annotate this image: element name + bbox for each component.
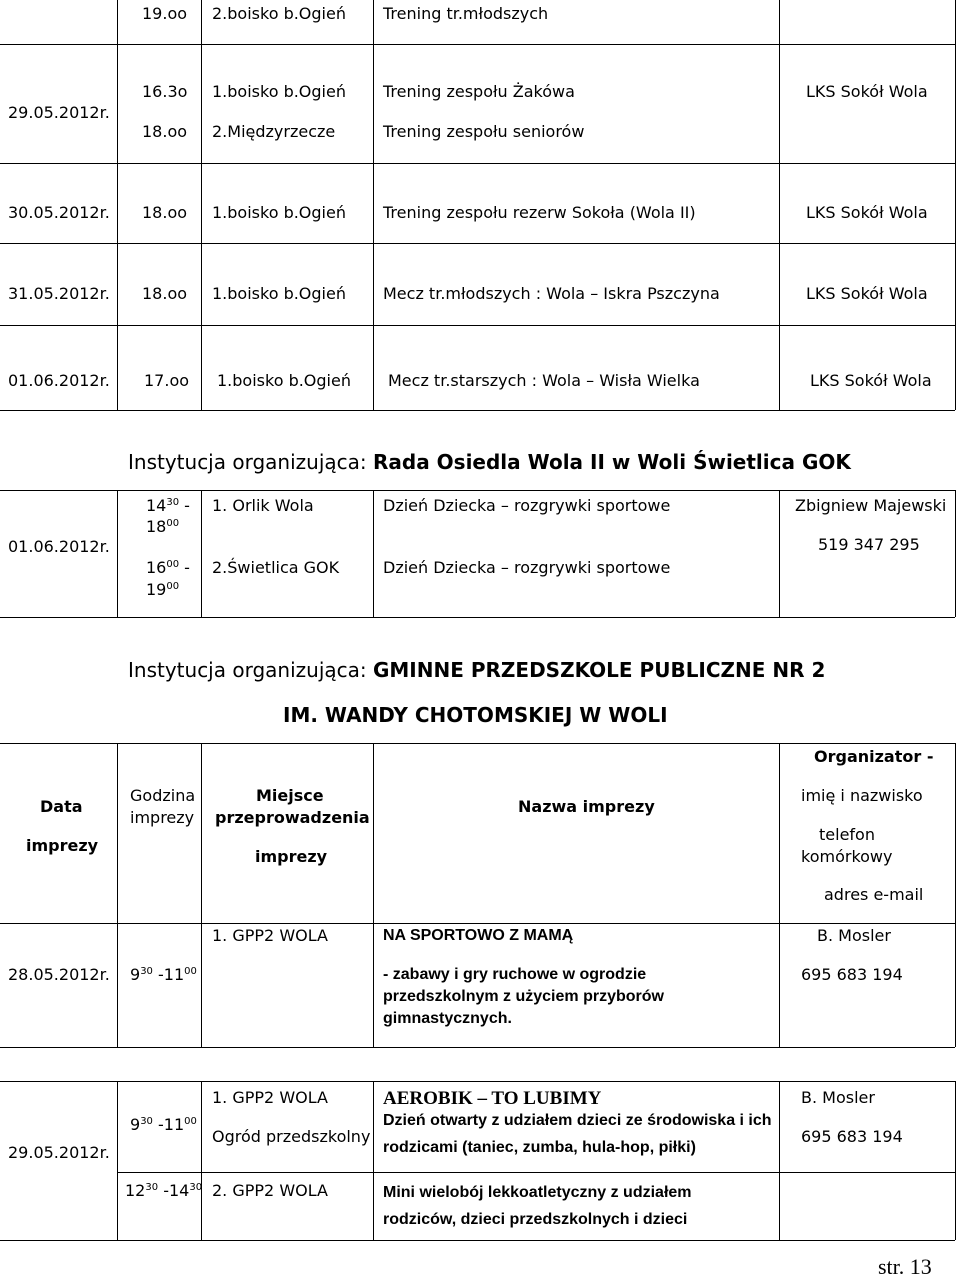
event-cell: Dzień Dziecka – rozgrywki sportowe xyxy=(383,558,671,577)
rule xyxy=(779,490,780,617)
header-organizer: komórkowy xyxy=(801,847,893,866)
section-heading xyxy=(128,660,825,680)
header-date: Data xyxy=(40,797,83,816)
rule xyxy=(0,743,955,744)
event-cell: Trening zespołu seniorów xyxy=(383,122,585,141)
header-place: Miejsce xyxy=(256,786,324,805)
header-organizer: adres e-mail xyxy=(824,885,924,904)
rule xyxy=(0,490,955,491)
rule xyxy=(0,617,955,618)
place-cell: 2.Świetlica GOK xyxy=(212,558,340,577)
time-cell: $19^{00}$ xyxy=(146,580,180,599)
rule xyxy=(117,743,118,1047)
rule xyxy=(373,1081,374,1240)
rule xyxy=(201,0,202,410)
rule xyxy=(0,1240,955,1241)
header-place: imprezy xyxy=(255,847,328,866)
rule xyxy=(779,1081,780,1240)
rule xyxy=(117,1081,118,1240)
event-desc: - zabawy i gry ruchowe w ogrodzie xyxy=(383,966,647,983)
event-desc: Mini wielobój lekkoatletyczny z udziałem xyxy=(383,1184,692,1201)
rule xyxy=(955,490,956,617)
rule xyxy=(0,923,955,924)
organizer-cell: LKS Sokół Wola xyxy=(810,371,932,390)
event-desc: rodziców, dzieci przedszkolnych i dzieci xyxy=(383,1211,688,1228)
heading-name: Rada Osiedla Wola II w Woli Świetlica GOK xyxy=(372,450,851,474)
header-organizer: telefon xyxy=(819,825,875,844)
event-title: NA SPORTOWO Z MAMĄ xyxy=(383,927,574,944)
event-cell: Dzień Dziecka – rozgrywki sportowe xyxy=(383,496,671,515)
date-cell: 28.05.2012r. xyxy=(8,965,110,984)
event-cell: Mecz tr.młodszych : Wola – Iskra Pszczyna xyxy=(383,284,720,303)
time-cell: 18.oo xyxy=(142,203,188,222)
place-cell: 2.boisko b.Ogień xyxy=(212,4,346,23)
time-cell: $14^{30}$ - xyxy=(146,496,190,515)
event-desc: Dzień otwarty z udziałem dzieci ze środowiska i ich xyxy=(383,1112,772,1129)
rule xyxy=(779,0,780,410)
event-desc: gimnastycznych. xyxy=(383,1010,512,1027)
place-cell: 1. GPP2 WOLA xyxy=(212,1088,328,1107)
time-cell: 17.oo xyxy=(144,371,190,390)
section-heading xyxy=(128,452,851,472)
place-cell: 1.boisko b.Ogień xyxy=(217,371,351,390)
rule xyxy=(0,1047,955,1048)
event-cell: Mecz tr.starszych : Wola – Wisła Wielka xyxy=(388,371,700,390)
date-cell: 29.05.2012r. xyxy=(8,1143,110,1162)
event-cell: Trening zespołu Żakówa xyxy=(383,82,575,101)
header-name: Nazwa imprezy xyxy=(518,797,655,816)
rule xyxy=(0,44,955,45)
rule xyxy=(117,0,118,410)
rule xyxy=(0,325,955,326)
rule xyxy=(955,1081,956,1240)
time-cell: $12^{30}$ $-14^{30}$ xyxy=(125,1181,203,1200)
header-organizer: imię i nazwisko xyxy=(801,786,923,805)
rule xyxy=(779,743,780,1047)
rule xyxy=(0,163,955,164)
rule xyxy=(201,743,202,1047)
organizer-phone: 695 683 194 xyxy=(801,965,903,984)
date-cell: 30.05.2012r. xyxy=(8,203,110,222)
time-cell: $9^{30}$ $-11^{00}$ xyxy=(130,965,197,984)
rule xyxy=(955,0,956,410)
header-time: imprezy xyxy=(130,808,195,827)
rule xyxy=(373,0,374,410)
organizer-name: B. Mosler xyxy=(801,1088,875,1107)
header-place: przeprowadzenia xyxy=(215,808,370,827)
rule xyxy=(955,743,956,1047)
rule xyxy=(117,490,118,617)
place-cell: Ogród przedszkolny xyxy=(212,1127,371,1146)
place-cell: 1.boisko b.Ogień xyxy=(212,203,346,222)
time-cell: 19.oo xyxy=(142,4,188,23)
organizer-phone: 519 347 295 xyxy=(818,535,920,554)
time-cell: 18.oo xyxy=(142,284,188,303)
heading-name: GMINNE PRZEDSZKOLE PUBLICZNE NR 2 xyxy=(372,658,826,682)
time-cell: $9^{30}$ $-11^{00}$ xyxy=(130,1115,197,1134)
heading-name-cont: IM. WANDY CHOTOMSKIEJ W WOLI xyxy=(283,703,668,727)
organizer-name: Zbigniew Majewski xyxy=(795,496,947,515)
time-cell: 18.oo xyxy=(142,122,188,141)
rule xyxy=(0,410,955,411)
place-cell: 1. GPP2 WOLA xyxy=(212,926,328,945)
rule xyxy=(117,1172,955,1173)
rule xyxy=(201,490,202,617)
place-cell: 1.boisko b.Ogień xyxy=(212,82,346,101)
page-number: str. 13 xyxy=(878,1254,932,1279)
organizer-phone: 695 683 194 xyxy=(801,1127,903,1146)
rule xyxy=(373,743,374,1047)
date-cell: 29.05.2012r. xyxy=(8,103,110,122)
date-cell: 01.06.2012r. xyxy=(8,371,110,390)
header-organizer: Organizator - xyxy=(814,747,934,766)
place-cell: 1. Orlik Wola xyxy=(212,496,314,515)
time-cell: $18^{00}$ xyxy=(146,517,180,536)
header-time: Godzina xyxy=(130,786,196,805)
organizer-cell: LKS Sokół Wola xyxy=(806,82,928,101)
heading-prefix: Instytucja organizująca: xyxy=(128,658,373,682)
rule xyxy=(0,243,955,244)
place-cell: 2. GPP2 WOLA xyxy=(212,1181,328,1200)
organizer-cell: LKS Sokół Wola xyxy=(806,284,928,303)
date-cell: 31.05.2012r. xyxy=(8,284,110,303)
event-desc: przedszkolnym z użyciem przyborów xyxy=(383,988,664,1005)
place-cell: 1.boisko b.Ogień xyxy=(212,284,346,303)
place-cell: 2.Międzyrzecze xyxy=(212,122,336,141)
event-cell: Trening zespołu rezerw Sokoła (Wola II) xyxy=(383,203,696,222)
event-desc: rodzicami (taniec, zumba, hula-hop, piłki) xyxy=(383,1139,696,1156)
rule xyxy=(373,490,374,617)
header-date: imprezy xyxy=(26,836,99,855)
rule xyxy=(201,1081,202,1240)
organizer-name: B. Mosler xyxy=(817,926,891,945)
organizer-cell: LKS Sokół Wola xyxy=(806,203,928,222)
rule xyxy=(0,1081,955,1082)
date-cell: 01.06.2012r. xyxy=(8,537,110,556)
event-cell: Trening tr.młodszych xyxy=(383,4,549,23)
time-cell: 16.3o xyxy=(142,82,188,101)
time-cell: $16^{00}$ - xyxy=(146,558,190,577)
heading-prefix: Instytucja organizująca: xyxy=(128,450,373,474)
event-title: AEROBIK – TO LUBIMY xyxy=(383,1088,602,1109)
